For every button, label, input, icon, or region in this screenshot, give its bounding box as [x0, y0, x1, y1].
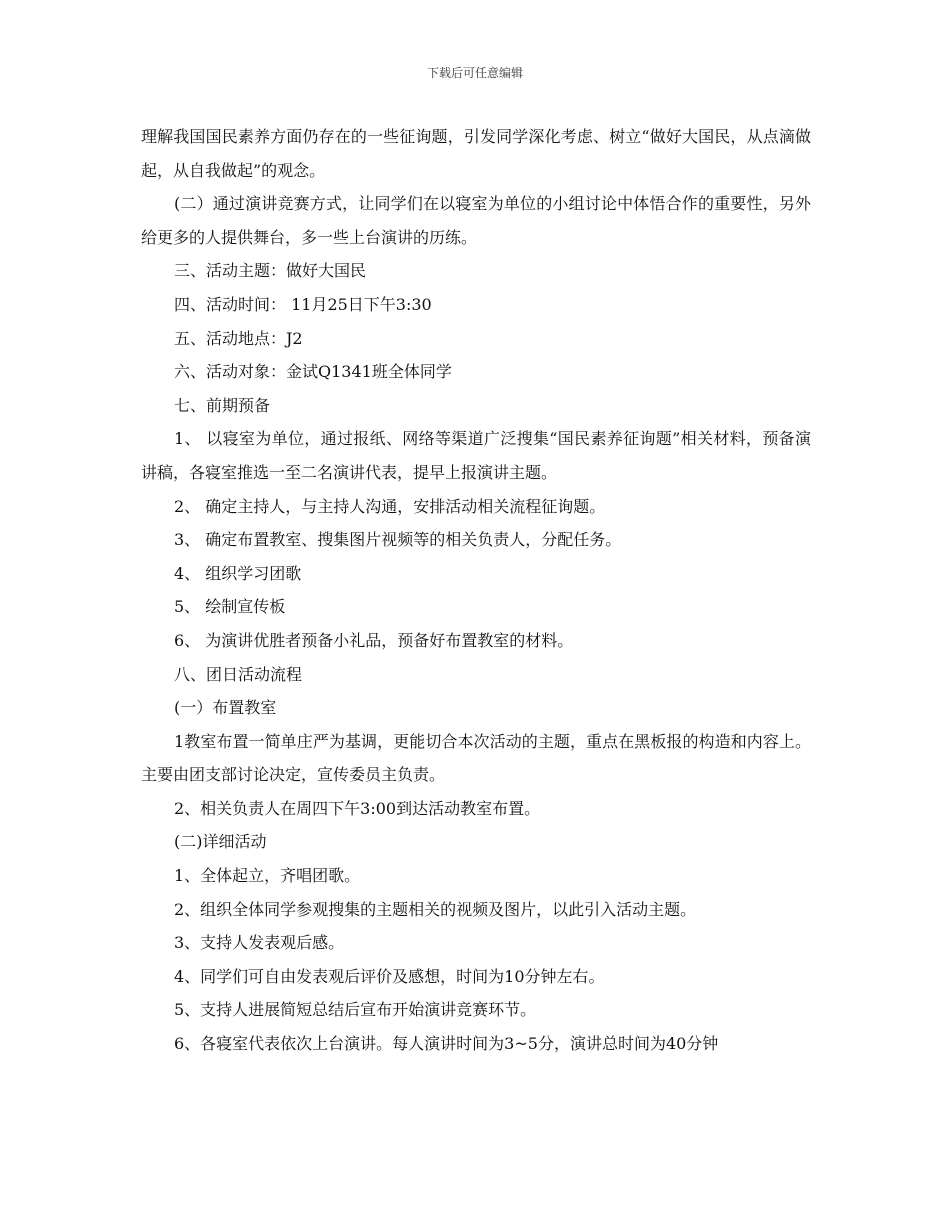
paragraph: (二）通过演讲竞赛方式，让同学们在以寝室为单位的小组讨论中体悟合作的重要性，另外给更多的人提供舞台，多一些上台演讲的历练。	[141, 194, 811, 247]
paragraph: 理解我国国民素养方面仍存在的一些征询题，引发同学深化考虑、树立“做好大国民，从点滴做起，从自我做起”的观念。	[141, 127, 811, 180]
paragraph: 2、 确定主持人，与主持人沟通，安排活动相关流程征询题。	[174, 496, 606, 516]
paragraph: 1、 以寝室为单位，通过报纸、网络等渠道广泛搜集“国民素养征询题”相关材料，预备演讲稿，各寝室推选一至二名演讲代表，提早上报演讲主题。	[141, 429, 811, 482]
paragraph: 5、 绘制宣传板	[174, 597, 286, 617]
paragraph: 3、 确定布置教室、搜集图片视频等的相关负责人，分配任务。	[174, 530, 622, 550]
page-header: 下载后可任意编辑	[426, 66, 523, 80]
paragraph: 1教室布置一简单庄严为基调，更能切合本次活动的主题，重点在黑板报的构造和内容上。主要由团支部讨论决定，宣传委员主负责。	[141, 731, 811, 785]
paragraph: 七、前期预备	[174, 395, 271, 415]
paragraph: 4、 组织学习团歌	[174, 563, 302, 583]
paragraph: 2、相关负责人在周四下午3:00到达活动教室布置。	[174, 798, 541, 818]
paragraph: 八、团日活动流程	[174, 664, 303, 684]
paragraph: (一）布置教室	[174, 698, 277, 718]
paragraph: (二)详细活动	[174, 832, 267, 852]
paragraph: 2、组织全体同学参观搜集的主题相关的视频及图片，以此引入活动主题。	[174, 899, 697, 919]
paragraph: 四、活动时间： 11月25日下午3:30	[174, 294, 432, 314]
paragraph: 六、活动对象：金试Q1341班全体同学	[174, 362, 452, 382]
paragraph: 6、 为演讲优胜者预备小礼品，预备好布置教室的材料。	[174, 630, 574, 650]
paragraph: 4、同学们可自由发表观后评价及感想，时间为10分钟左右。	[174, 966, 605, 986]
paragraph: 三、活动主题：做好大国民	[174, 261, 367, 281]
paragraph: 3、支持人发表观后感。	[174, 933, 345, 953]
paragraph: 1、全体起立，齐唱团歌。	[174, 866, 361, 886]
paragraph: 五、活动地点：J2	[174, 328, 303, 348]
paragraph: 5、支持人进展简短总结后宣布开始演讲竞赛环节。	[174, 1000, 537, 1020]
document-body	[141, 120, 811, 1061]
paragraph: 6、各寝室代表依次上台演讲。每人演讲时间为3~5分，演讲总时间为40分钟	[174, 1034, 719, 1054]
